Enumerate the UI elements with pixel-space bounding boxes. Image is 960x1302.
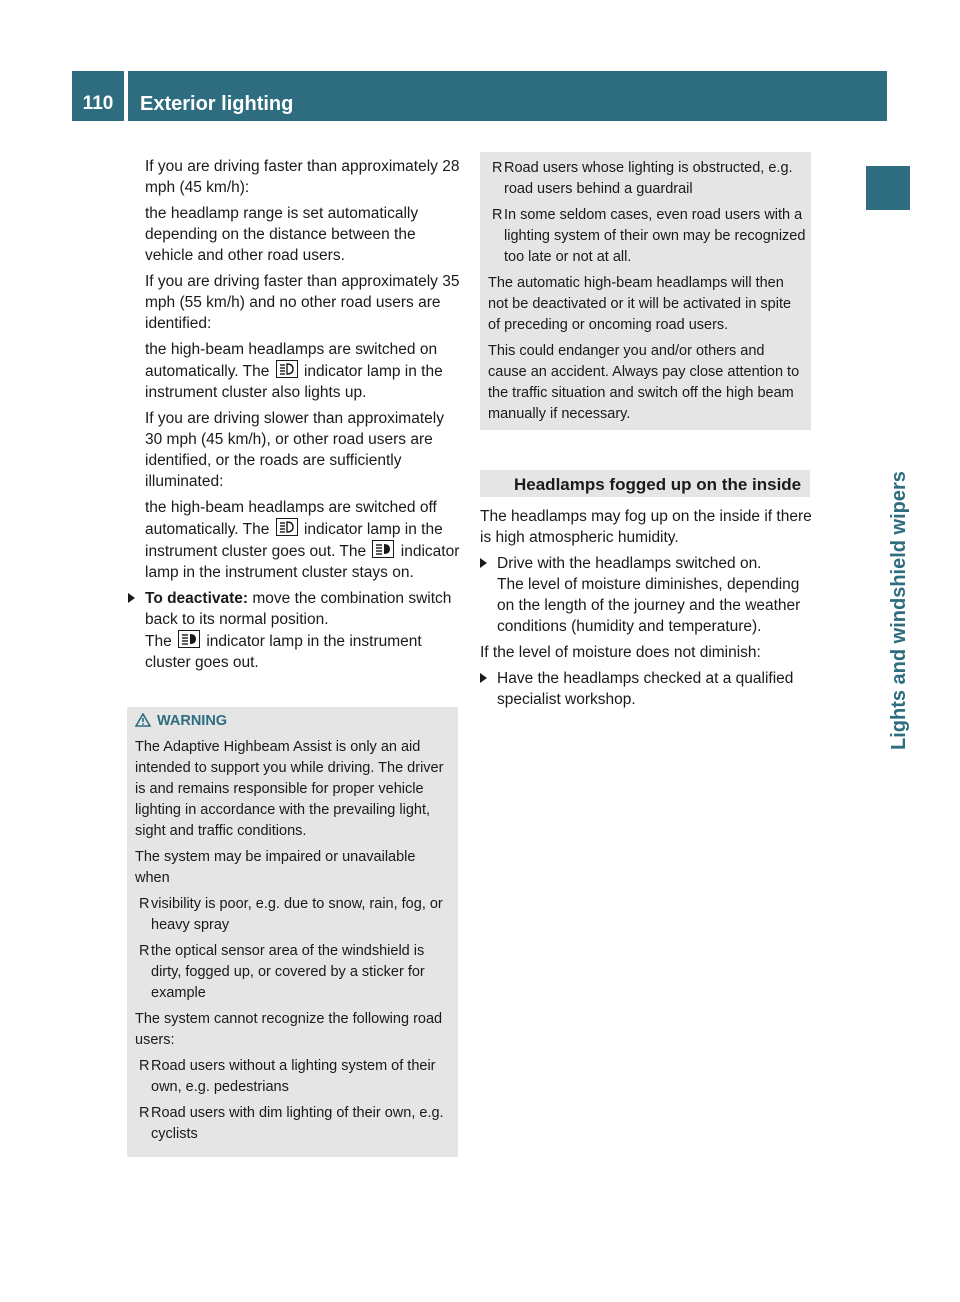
text: move the combination switch back to its normal position. [145,590,452,628]
high-beam-indicator-icon [276,518,298,536]
paragraph: the headlamp range is set automatically depending on the distance between the vehicle and other road users. [145,205,419,264]
list-item [135,1056,453,1098]
warning-triangle-icon [135,713,151,727]
text: WARNING [157,713,228,729]
list-item [135,941,453,1004]
text: Have the headlamps checked at a qualified specialist workshop. [497,670,794,708]
list-item [488,205,806,268]
list-item [135,894,453,936]
text: Road users whose lighting is obstructed, e.g. road users behind a guardrail [504,160,793,197]
section-heading: Headlamps fogged up on the inside [480,470,810,497]
text: visibility is poor, e.g. due to snow, rain, fog, or heavy spray [151,896,443,933]
text: the high-beam headlamps are switched off automatically. The [145,499,437,538]
header-divider [124,71,128,121]
text: Road users without a lighting system of their own, e.g. pedestrians [151,1058,436,1095]
paragraph [145,497,463,583]
chapter-tab-marker [866,166,910,210]
warning-content-continued [488,158,806,430]
bullet: R [492,207,503,223]
bullet: R [139,943,150,959]
paragraph: If you are driving faster than approximately 35 mph (55 km/h) and no other road users are identified: [145,273,460,332]
text: indicator lamp in the instrument cluster also lights up. [145,363,443,401]
bullet: R [492,160,503,176]
text: The level of moisture diminishes, depending on the length of the journey and the weather conditions (humidity and temperature). [497,576,801,635]
adaptive-highbeam-indicator-icon [372,540,394,558]
bullet: R [139,1105,150,1121]
chapter-tab-label: Lights and windshield wipers [888,471,910,750]
step-label: To deactivate: [145,590,249,607]
page-number: 110 [82,93,114,114]
text: indicator lamp in the instrument cluster stays on. [145,543,460,581]
text: The [145,633,172,650]
paragraph: The Adaptive Highbeam Assist is only an aid intended to support you while driving. The driver is and remains responsible for proper vehicle lighting in accordance with the prevailing light, sight and traffic conditions. [135,739,444,839]
paragraph: This could endanger you and/or others and cause an accident. Always pay close attention to the traffic situation and switch off the high beam manually if necessary. [488,343,800,422]
paragraph: The headlamps may fog up on the inside if there is high atmospheric humidity. [480,508,812,546]
adaptive-highbeam-indicator-icon [178,630,200,648]
instruction-step [128,588,463,673]
paragraph [145,339,463,403]
text: indicator lamp in the instrument cluster goes out. [145,633,422,671]
list-item [135,1103,453,1145]
list-item [488,158,806,200]
text: the high-beam headlamps are switched on automatically. The [145,341,438,380]
instruction-step [480,668,815,710]
instruction-step [480,553,815,637]
paragraph: The system cannot recognize the following road users: [135,1011,443,1048]
text: Drive with the headlamps switched on. [497,555,762,572]
paragraph: The system may be impaired or unavailable when [135,849,416,886]
right-column [480,506,815,715]
bullet: R [139,1058,150,1074]
bullet: R [139,896,150,912]
left-column [145,156,463,678]
warning-heading [135,711,453,732]
text: Road users with dim lighting of their own, e.g. cyclists [151,1105,444,1142]
text: indicator lamp in the instrument cluster goes out. The [145,521,443,560]
text: the optical sensor area of the windshield is dirty, fogged up, or covered by a sticker for example [151,943,425,1001]
arrow-icon [128,593,135,603]
high-beam-indicator-icon [276,360,298,378]
paragraph: If you are driving slower than approximately 30 mph (45 km/h), or other road users are identified, or the roads are sufficiently illuminated: [145,410,444,490]
page-title: Exterior lighting [140,93,294,115]
paragraph: The automatic high-beam headlamps will then not be deactivated or it will be activated in spite of preceding or oncoming road users. [488,275,792,333]
arrow-icon [480,558,487,568]
paragraph: If you are driving faster than approximately 28 mph (45 km/h): [145,158,460,196]
warning-content [135,711,453,1150]
paragraph: If the level of moisture does not diminish: [480,644,761,661]
text: In some seldom cases, even road users with a lighting system of their own may be recognized too late or not at all. [504,207,806,265]
arrow-icon [480,673,487,683]
